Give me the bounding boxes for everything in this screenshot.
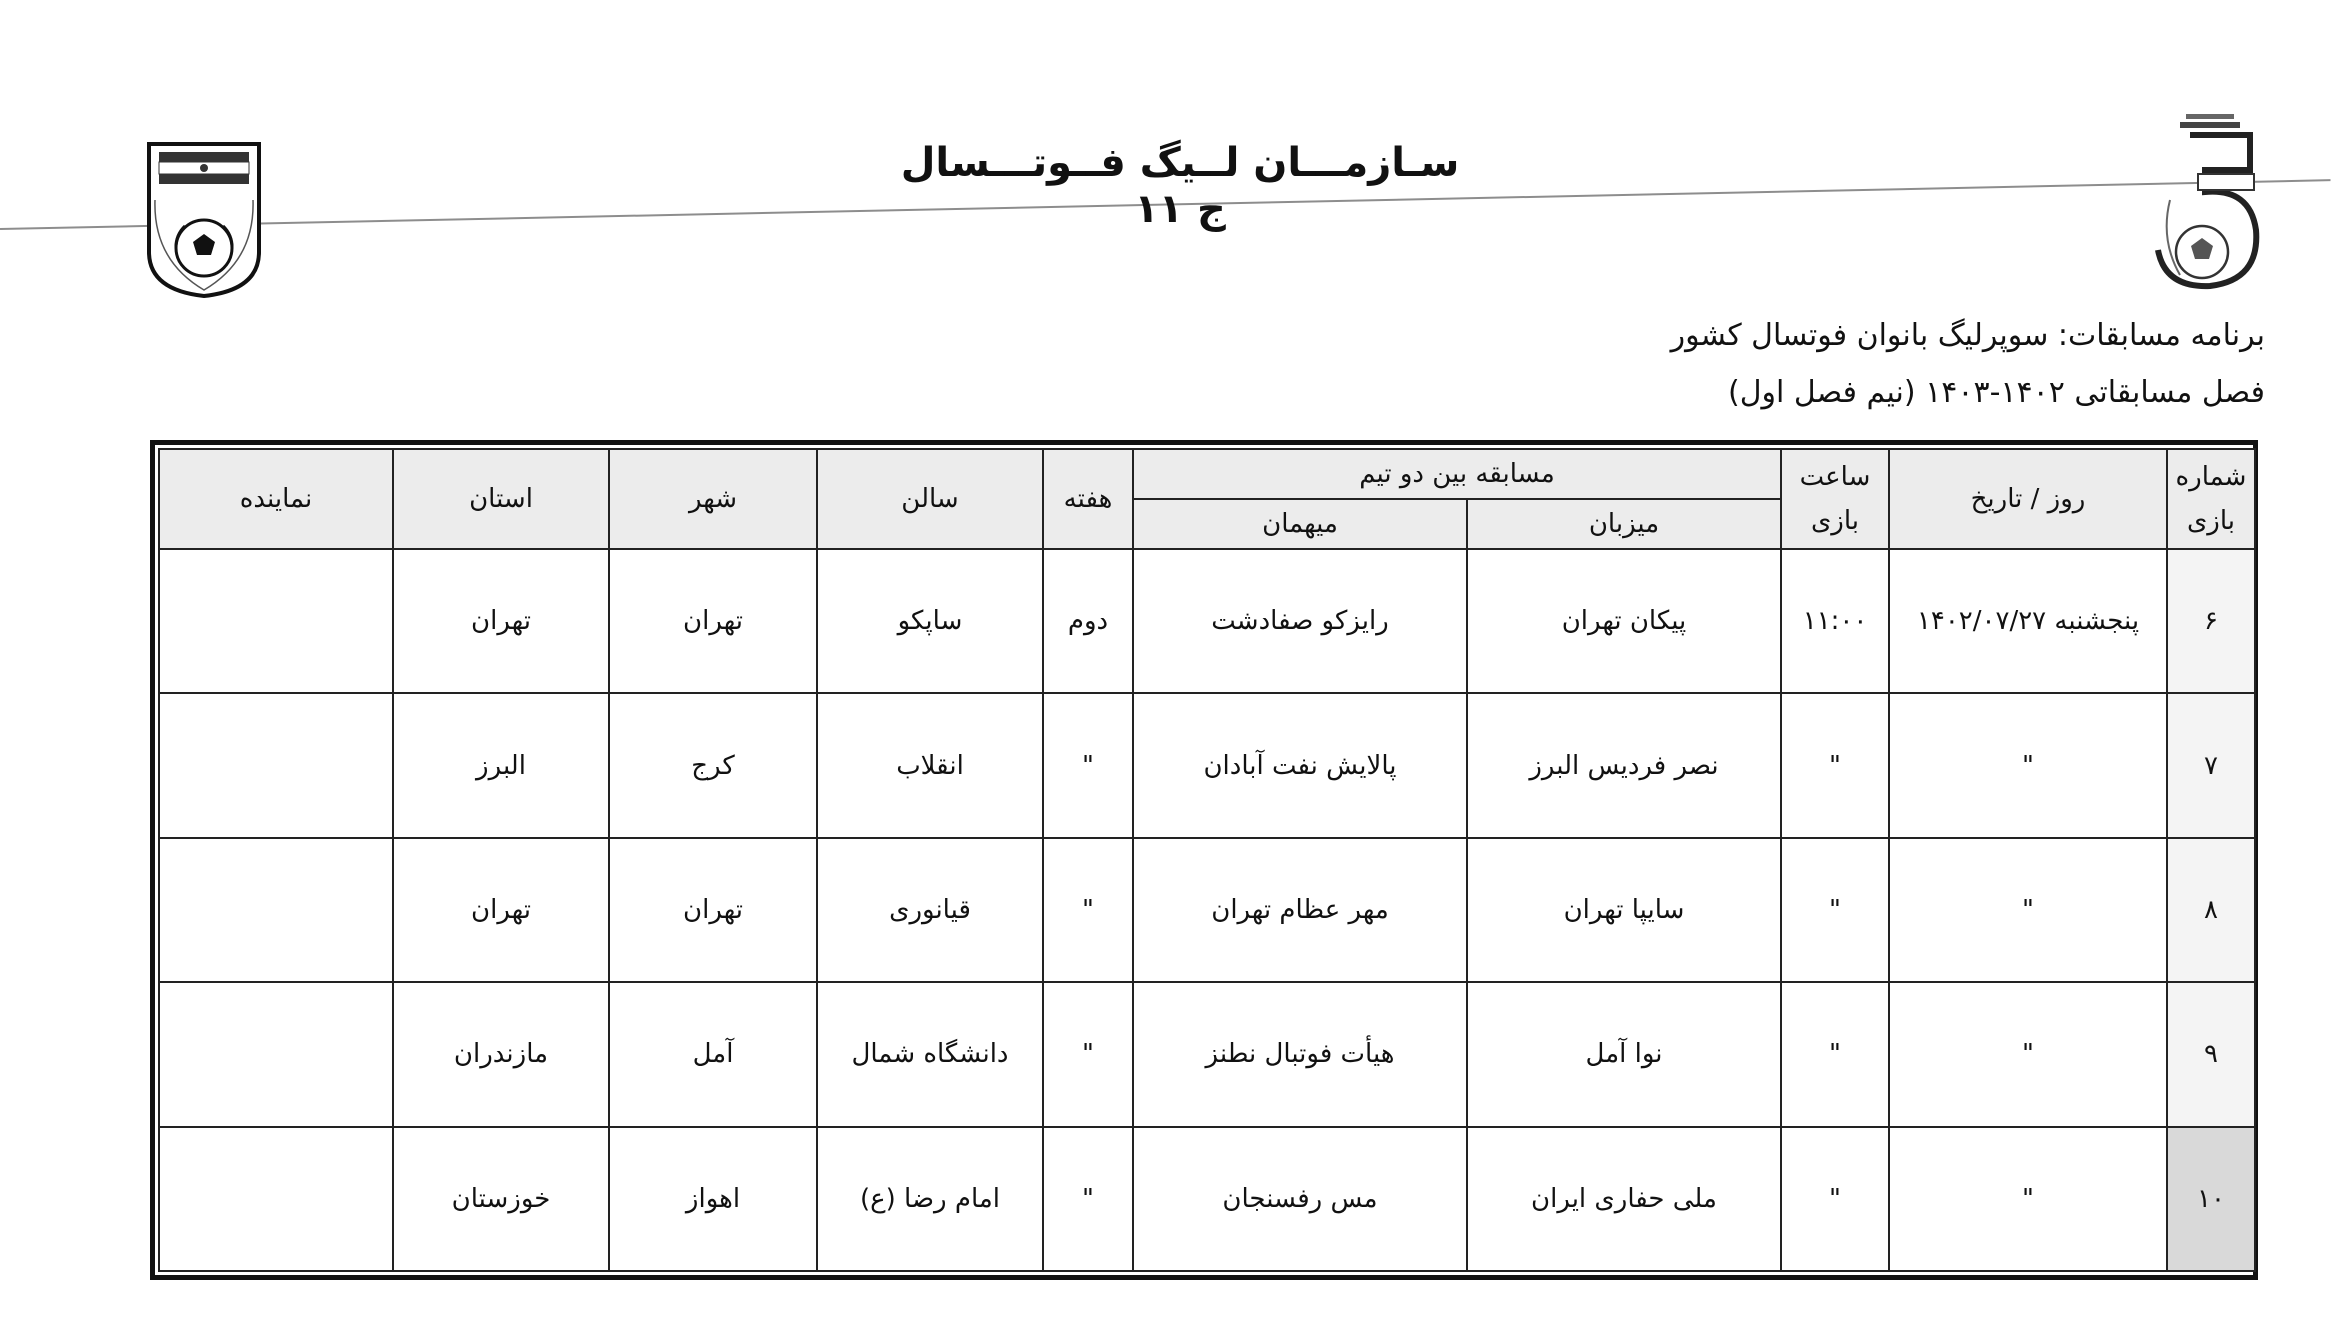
schedule-frame xyxy=(150,440,2258,1280)
table-row xyxy=(159,1127,2255,1271)
week-cell: دوم xyxy=(1043,549,1133,693)
header-city: شهر xyxy=(609,449,817,549)
header-time: ساعت بازی xyxy=(1781,449,1889,549)
season-line: فصل مسابقاتی ۱۴۰۲-۱۴۰۳ (نیم فصل اول) xyxy=(1728,375,2265,410)
time-cell: " xyxy=(1781,1127,1889,1271)
header-day-date: روز / تاریخ xyxy=(1889,449,2167,549)
day-date-cell: " xyxy=(1889,982,2167,1126)
guest-cell: هیأت فوتبال نطنز xyxy=(1133,982,1467,1126)
representative-cell xyxy=(159,1127,393,1271)
host-cell: سایپا تهران xyxy=(1467,838,1781,982)
week-cell: " xyxy=(1043,838,1133,982)
game-number-cell: ۷ xyxy=(2167,693,2255,837)
representative-cell xyxy=(159,693,393,837)
table-row xyxy=(159,693,2255,837)
hall-cell: دانشگاه شمال xyxy=(817,982,1043,1126)
header-game-number: شماره بازی xyxy=(2167,449,2255,549)
header-province: استان xyxy=(393,449,609,549)
game-number-cell: ۱۰ xyxy=(2167,1127,2255,1271)
hall-cell: قیانوری xyxy=(817,838,1043,982)
header-match-group: مسابقه بین دو تیم xyxy=(1133,449,1781,499)
day-date-cell: " xyxy=(1889,1127,2167,1271)
table-row xyxy=(159,549,2255,693)
week-cell: " xyxy=(1043,982,1133,1126)
time-cell: ۱۱:۰۰ xyxy=(1781,549,1889,693)
header-guest: میهمان xyxy=(1133,499,1467,549)
province-cell: تهران xyxy=(393,838,609,982)
week-cell: " xyxy=(1043,693,1133,837)
province-cell: خوزستان xyxy=(393,1127,609,1271)
federation-logo xyxy=(145,140,263,298)
header-week: هفته xyxy=(1043,449,1133,549)
week-cell: " xyxy=(1043,1127,1133,1271)
representative-cell xyxy=(159,838,393,982)
table-row xyxy=(159,982,2255,1126)
header-hall: سالن xyxy=(817,449,1043,549)
guest-cell: مس رفسنجان xyxy=(1133,1127,1467,1271)
hall-cell: ساپکو xyxy=(817,549,1043,693)
schedule-table xyxy=(158,448,2256,1272)
game-number-cell: ۹ xyxy=(2167,982,2255,1126)
hall-cell: امام رضا (ع) xyxy=(817,1127,1043,1271)
host-cell: ملی حفاری ایران xyxy=(1467,1127,1781,1271)
city-cell: کرج xyxy=(609,693,817,837)
host-cell: نوا آمل xyxy=(1467,982,1781,1126)
guest-cell: پالایش نفت آبادان xyxy=(1133,693,1467,837)
table-row xyxy=(159,838,2255,982)
province-cell: مازندران xyxy=(393,982,609,1126)
header-representative: نماینده xyxy=(159,449,393,549)
guest-cell: رایزکو صفادشت xyxy=(1133,549,1467,693)
header-host: میزبان xyxy=(1467,499,1781,549)
representative-cell xyxy=(159,549,393,693)
province-cell: تهران xyxy=(393,549,609,693)
day-date-cell: " xyxy=(1889,693,2167,837)
day-date-cell: " xyxy=(1889,838,2167,982)
game-number-cell: ۸ xyxy=(2167,838,2255,982)
host-cell: نصر فردیس البرز xyxy=(1467,693,1781,837)
time-cell: " xyxy=(1781,693,1889,837)
city-cell: اهواز xyxy=(609,1127,817,1271)
city-cell: تهران xyxy=(609,549,817,693)
org-title: سـازمـــان لــیگ فــوتـــسال ج ۱۱ xyxy=(900,140,1460,232)
city-cell: آمل xyxy=(609,982,817,1126)
time-cell: " xyxy=(1781,838,1889,982)
province-cell: البرز xyxy=(393,693,609,837)
game-number-cell: ۶ xyxy=(2167,549,2255,693)
time-cell: " xyxy=(1781,982,1889,1126)
host-cell: پیکان تهران xyxy=(1467,549,1781,693)
representative-cell xyxy=(159,982,393,1126)
header-row xyxy=(159,449,2255,499)
guest-cell: مهر عظام تهران xyxy=(1133,838,1467,982)
city-cell: تهران xyxy=(609,838,817,982)
day-date-cell: پنجشنبه ۱۴۰۲/۰۷/۲۷ xyxy=(1889,549,2167,693)
futsal-league-logo xyxy=(2140,110,2270,295)
hall-cell: انقلاب xyxy=(817,693,1043,837)
competition-line: برنامه مسابقات: سوپرلیگ بانوان فوتسال کشور xyxy=(1670,318,2265,353)
